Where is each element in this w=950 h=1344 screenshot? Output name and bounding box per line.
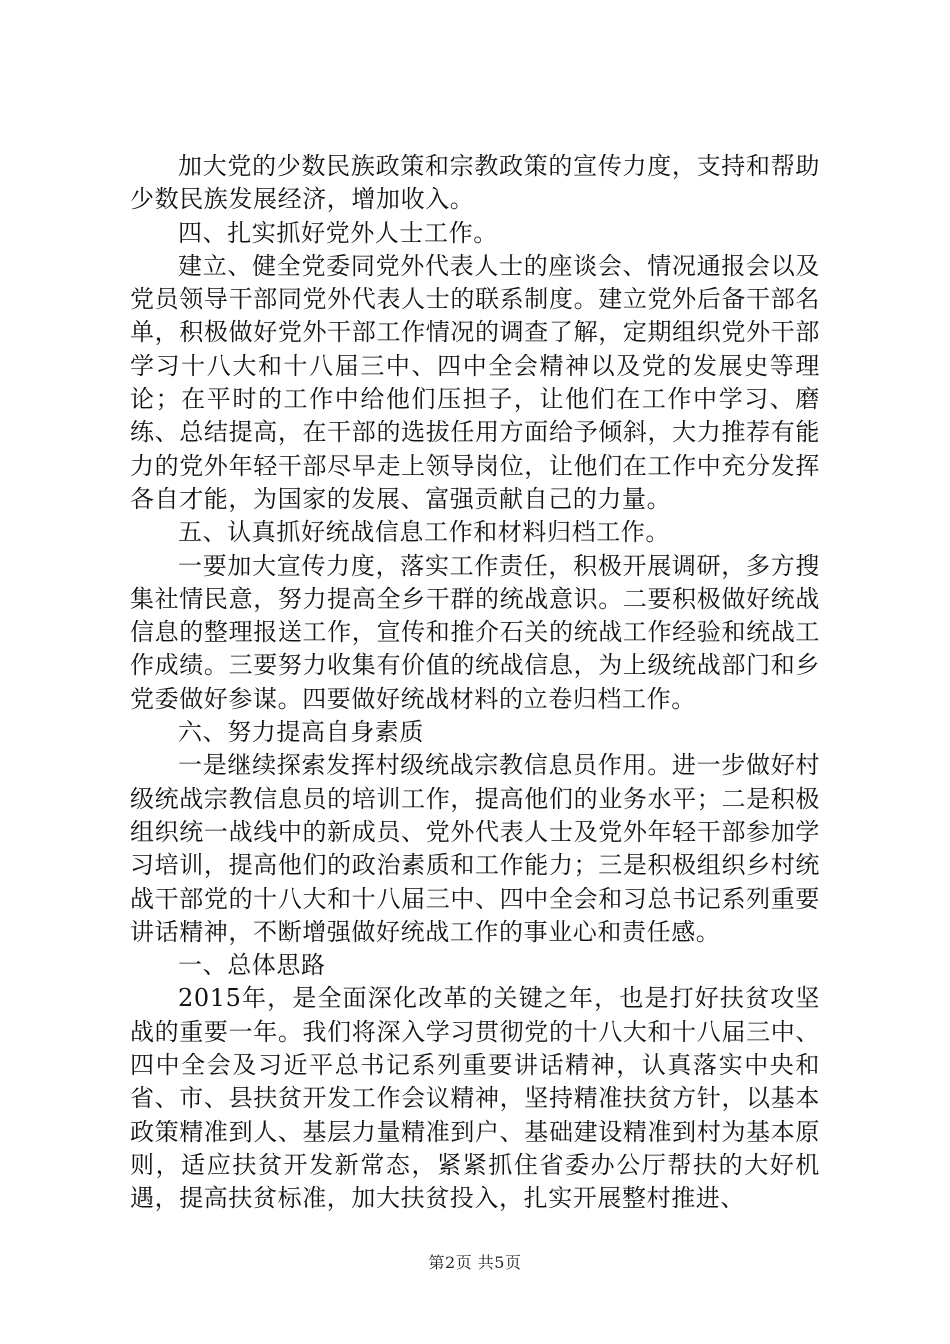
- paragraph-minority-policy: 加大党的少数民族政策和宗教政策的宣传力度，支持和帮助少数民族发展经济，增加收入。: [130, 152, 820, 214]
- page-number-footer: 第2页 共5页: [428, 1253, 522, 1272]
- paragraph-info-archiving: 一要加大宣传力度，落实工作责任，积极开展调研，多方搜集社情民意，努力提高全乡干群的统战意识。二要积极做好统战信息的整理报送工作，宣传和推介石关的统战工作经验和统战工作成绩。三要努力收集有价值的统战信息，为上级统战部门和乡党委做好参谋。四要做好统战材料的立卷归档工作。: [130, 551, 820, 713]
- document-body: [130, 150, 820, 1216]
- paragraph-2015-plan: 2015年，是全面深化改革的关键之年，也是打好扶贫攻坚战的重要一年。我们将深入学习贯彻党的十八大和十八届三中、四中全会及习近平总书记系列重要讲话精神，认真落实中央和省、市、县扶贫开发工作会议精神，坚持精准扶贫方针，以基本政策精准到人、基层力量精准到户、基础建设精准到村为基本原则，适应扶贫开发新常态，紧紧抓住省委办公厅帮扶的大好机遇，提高扶贫标准，加大扶贫投入，扎实开展整村推进、: [130, 984, 820, 1213]
- section-heading-5: 五、认真抓好统战信息工作和材料归档工作。: [178, 518, 670, 547]
- paragraph-non-party-work: 建立、健全党委同党外代表人士的座谈会、情况通报会以及党员领导干部同党外代表人士的联系制度。建立党外后备干部名单，积极做好党外干部工作情况的调查了解，定期组织党外干部学习十八大和十八届三中、四中全会精神以及党的发展史等理论；在平时的工作中给他们压担子，让他们在工作中学习、磨练、总结提高，在干部的选拔任用方面给予倾斜，大力推荐有能力的党外年轻干部尽早走上领导岗位，让他们在工作中充分发挥各自才能，为国家的发展、富强贡献自己的力量。: [130, 251, 820, 513]
- section-heading-4: 四、扎实抓好党外人士工作。: [178, 218, 498, 247]
- paragraph-self-quality: 一是继续探索发挥村级统战宗教信息员作用。进一步做好村级统战宗教信息员的培训工作，提高他们的业务水平；二是积极组织统一战线中的新成员、党外代表人士及党外年轻干部参加学习培训，提高他们的政治素质和工作能力；三是积极组织乡村统战干部党的十八大和十八届三中、四中全会和习总书记系列重要讲话精神，不断增强做好统战工作的事业心和责任感。: [130, 751, 820, 946]
- section-heading-6: 六、努力提高自身素质: [178, 718, 424, 747]
- section-heading-overall: 一、总体思路: [178, 951, 326, 980]
